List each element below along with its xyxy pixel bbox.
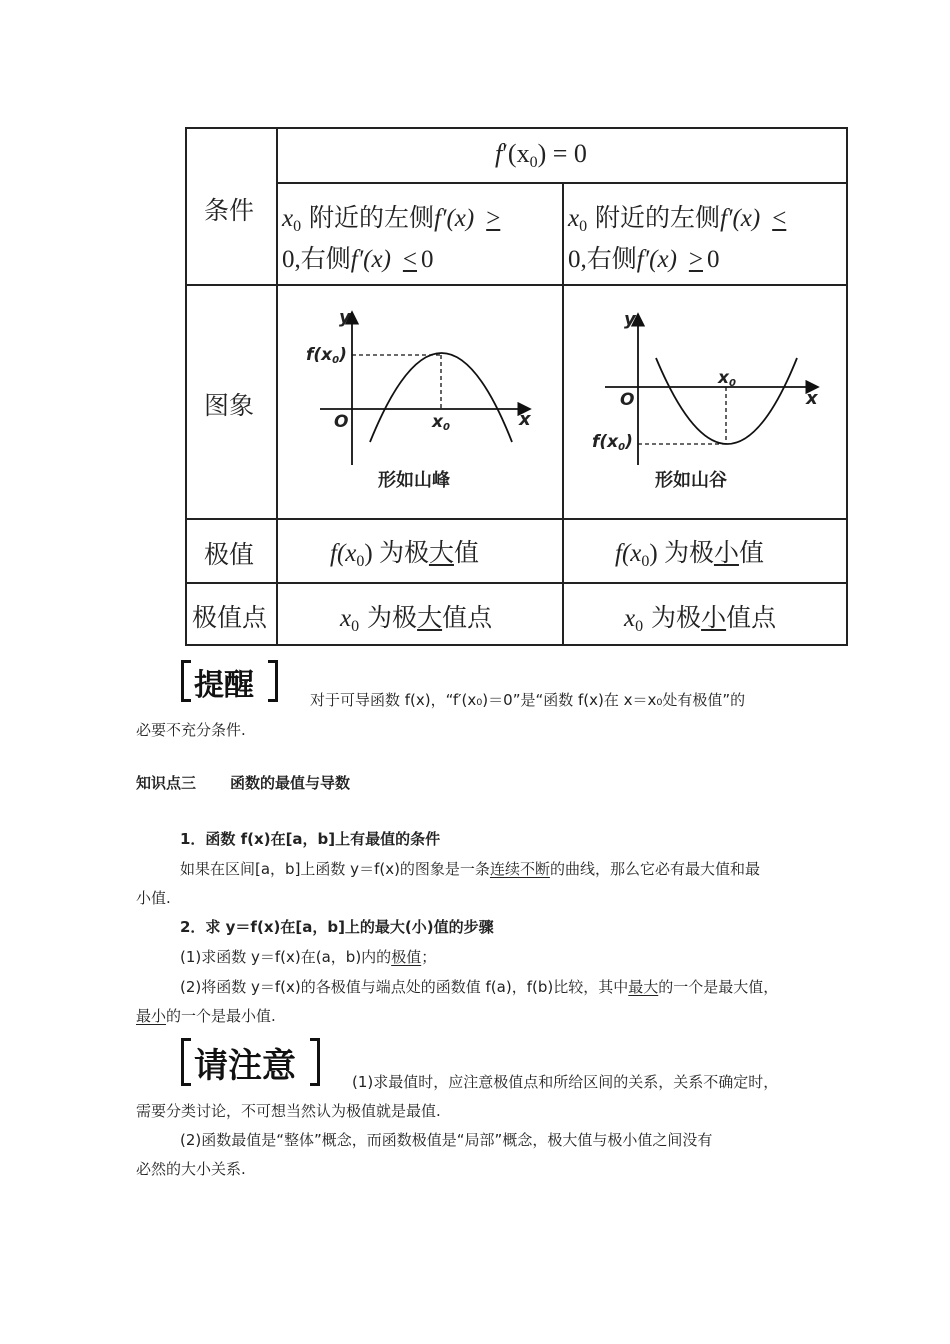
attention-line3: (2)函数最值是“整体”概念，而函数极值是“局部”概念，极大值与极小值之间没有	[180, 1131, 713, 1149]
table-rule	[276, 129, 278, 644]
peak-fx0-label: f(x0)	[306, 345, 347, 366]
step2: (2)将函数 y＝f(x)的各极值与端点处的函数值 f(a)，f(b)比较，其中最大的一个是最大值，	[180, 978, 779, 996]
item2-title: 2．求 y＝f(x)在[a，b]上的最大(小)值的步骤	[180, 918, 494, 936]
bracket-right	[310, 1038, 320, 1086]
left-condition-line1: $x_0$ 附近的左侧f′(x) >	[282, 203, 501, 235]
peak-graph	[290, 300, 550, 480]
item1-body-line2: 小值.	[136, 889, 171, 907]
peak-origin-label: O	[334, 412, 349, 432]
item1-title: 1．函数 f(x)在[a，b]上有最值的条件	[180, 830, 441, 848]
row-label-extreme-point: 极值点	[192, 603, 268, 632]
valley-origin-label: O	[620, 390, 635, 410]
reminder-badge: 提醒	[194, 668, 254, 703]
valley-x-label: x	[806, 388, 818, 409]
row-label-extreme: 极值	[204, 540, 255, 569]
row-label-graph: 图象	[204, 391, 255, 420]
peak-x0-label: x0	[432, 412, 450, 433]
bracket-left	[181, 660, 191, 702]
step1: (1)求函数 y＝f(x)在(a，b)内的极值；	[180, 948, 437, 966]
valley-x0-label: x0	[718, 368, 736, 389]
left-extreme-point: $x_0$ 为极大值点	[340, 603, 493, 635]
peak-caption: 形如山峰	[378, 470, 450, 491]
reminder-line1: 对于可导函数 f(x)，“f′(x₀)＝0”是“函数 f(x)在 x＝x₀处有极值”的	[310, 691, 746, 709]
valley-y-label: y	[624, 309, 636, 330]
table-rule	[187, 518, 847, 520]
right-extreme-point: $x_0$ 为极小值点	[624, 603, 777, 635]
table-rule	[187, 582, 847, 584]
peak-y-label: y	[339, 307, 351, 328]
item1-body: 如果在区间[a，b]上函数 y＝f(x)的图象是一条连续不断的曲线，那么它必有最大值和最	[180, 860, 760, 878]
right-condition-line1: $x_0$ 附近的左侧f′(x) <	[568, 203, 787, 235]
right-extreme-value: $f(x_0)$ 为极小值	[615, 538, 764, 570]
attention-line1: (1)求最值时，应注意极值点和所给区间的关系，关系不确定时，	[352, 1073, 779, 1091]
reminder-line2: 必要不充分条件.	[136, 721, 246, 739]
bracket-left	[181, 1038, 191, 1086]
section-heading: 知识点三 函数的最值与导数	[136, 774, 351, 792]
header-formula: $f'(x_0) = 0$	[495, 139, 587, 171]
table-rule	[187, 284, 847, 286]
right-condition-line2: 0,右侧f′(x) > 0	[568, 246, 720, 273]
left-condition-line2: 0,右侧f′(x) < 0	[282, 246, 434, 273]
attention-line2: 需要分类讨论，不可想当然认为极值就是最值.	[136, 1102, 441, 1120]
valley-fx0-label: f(x0)	[592, 432, 633, 453]
attention-badge: 请注意	[194, 1046, 296, 1086]
step2-line2: 最小的一个是最小值.	[136, 1007, 276, 1025]
valley-caption: 形如山谷	[655, 470, 727, 491]
left-extreme-value: $f(x_0)$ 为极大值	[330, 538, 479, 570]
attention-line4: 必然的大小关系.	[136, 1160, 246, 1178]
bracket-right	[268, 660, 278, 702]
row-label-condition: 条件	[204, 196, 255, 225]
peak-x-label: x	[519, 409, 531, 430]
table-rule	[562, 182, 564, 644]
